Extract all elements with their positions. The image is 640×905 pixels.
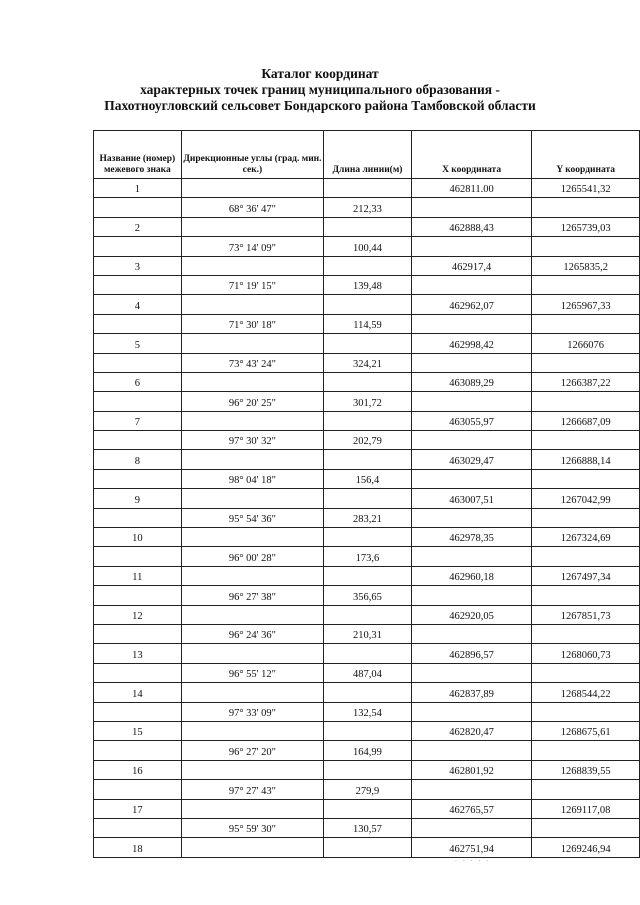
line-length-cell: 279,9 [324,780,412,799]
point-row [94,838,640,857]
title-line-3: Пахотноугловский сельсовет Бондарского района Тамбовской области [104,98,536,113]
empty-cell [532,275,640,294]
segment-row [94,314,640,333]
direction-angle-cell: 96° 20' 25" [181,392,323,411]
empty-cell [181,566,323,585]
point-name-cell: 3 [94,256,182,275]
empty-cell [532,314,640,333]
empty-cell [324,605,412,624]
point-name-cell: 13 [94,644,182,663]
empty-cell [324,760,412,779]
y-coordinate-cell: 1266888,14 [532,450,640,469]
y-coordinate-cell: 1267324,69 [532,528,640,547]
point-name-cell: 11 [94,566,182,585]
empty-cell [94,431,182,450]
x-coordinate-cell: 462888,43 [411,217,532,236]
direction-angle-cell: 71° 30' 18" [181,314,323,333]
point-row [94,256,640,275]
empty-cell [94,508,182,527]
point-row [94,179,640,198]
point-row [94,721,640,740]
scan-artifact: · · · · · [455,858,491,865]
header-x-coordinate: X координата [411,131,532,179]
x-coordinate-cell: 463029,47 [411,450,532,469]
segment-row [94,275,640,294]
table-header-row [94,131,640,179]
empty-cell [532,392,640,411]
empty-cell [94,198,182,217]
empty-cell [532,818,640,837]
empty-cell [411,392,532,411]
y-coordinate-cell: 1268060,73 [532,644,640,663]
point-name-cell: 17 [94,799,182,818]
header-line-length: Длина линии(м) [324,131,412,179]
y-coordinate-cell: 1265835,2 [532,256,640,275]
point-row [94,799,640,818]
empty-cell [411,431,532,450]
y-coordinate-cell: 1268675,61 [532,721,640,740]
line-length-cell: 156,4 [324,469,412,488]
empty-cell [324,179,412,198]
point-name-cell: 18 [94,838,182,857]
empty-cell [94,780,182,799]
empty-cell [324,256,412,275]
empty-cell [181,217,323,236]
point-row [94,334,640,353]
line-length-cell: 100,44 [324,237,412,256]
empty-cell [324,721,412,740]
table-body [94,179,640,858]
x-coordinate-cell: 462920,05 [411,605,532,624]
segment-row [94,586,640,605]
direction-angle-cell: 68° 36' 47" [181,198,323,217]
empty-cell [181,644,323,663]
direction-angle-cell: 96° 27' 20" [181,741,323,760]
y-coordinate-cell: 1265739,03 [532,217,640,236]
line-length-cell: 139,48 [324,275,412,294]
empty-cell [94,818,182,837]
point-name-cell: 2 [94,217,182,236]
empty-cell [411,353,532,372]
y-coordinate-cell: 1267497,34 [532,566,640,585]
direction-angle-cell: 96° 24' 36" [181,624,323,643]
segment-row [94,353,640,372]
empty-cell [411,198,532,217]
point-row [94,489,640,508]
empty-cell [324,295,412,314]
point-name-cell: 7 [94,411,182,430]
empty-cell [181,528,323,547]
empty-cell [94,314,182,333]
empty-cell [324,217,412,236]
empty-cell [181,411,323,430]
point-name-cell: 12 [94,605,182,624]
y-coordinate-cell: 1265967,33 [532,295,640,314]
empty-cell [94,237,182,256]
empty-cell [94,663,182,682]
line-length-cell: 283,21 [324,508,412,527]
x-coordinate-cell: 462751,94 [411,838,532,857]
empty-cell [324,838,412,857]
empty-cell [411,702,532,721]
empty-cell [181,334,323,353]
empty-cell [532,741,640,760]
x-coordinate-cell: 462917,4 [411,256,532,275]
x-coordinate-cell: 463055,97 [411,411,532,430]
direction-angle-cell: 97° 33' 09" [181,702,323,721]
direction-angle-cell: 95° 59' 30" [181,818,323,837]
direction-angle-cell: 97° 27' 43" [181,780,323,799]
x-coordinate-cell: 462960,18 [411,566,532,585]
line-length-cell: 212,33 [324,198,412,217]
y-coordinate-cell: 1265541,32 [532,179,640,198]
empty-cell [324,450,412,469]
empty-cell [532,353,640,372]
point-row [94,411,640,430]
segment-row [94,780,640,799]
empty-cell [411,237,532,256]
empty-cell [324,372,412,391]
empty-cell [532,431,640,450]
empty-cell [532,663,640,682]
empty-cell [411,586,532,605]
x-coordinate-cell: 462765,57 [411,799,532,818]
line-length-cell: 324,21 [324,353,412,372]
x-coordinate-cell: 462837,89 [411,683,532,702]
empty-cell [532,198,640,217]
empty-cell [532,624,640,643]
line-length-cell: 210,31 [324,624,412,643]
empty-cell [181,256,323,275]
header-point-name: Название (номер) межевого знака [94,131,182,179]
y-coordinate-cell: 1266687,09 [532,411,640,430]
empty-cell [324,566,412,585]
empty-cell [181,295,323,314]
empty-cell [181,683,323,702]
empty-cell [324,528,412,547]
empty-cell [532,586,640,605]
line-length-cell: 132,54 [324,702,412,721]
segment-row [94,702,640,721]
segment-row [94,741,640,760]
direction-angle-cell: 73° 14' 09" [181,237,323,256]
y-coordinate-cell: 1267851,73 [532,605,640,624]
empty-cell [94,353,182,372]
line-length-cell: 173,6 [324,547,412,566]
direction-angle-cell: 73° 43' 24" [181,353,323,372]
empty-cell [94,586,182,605]
y-coordinate-cell: 1269117,08 [532,799,640,818]
line-length-cell: 301,72 [324,392,412,411]
y-coordinate-cell: 1266387,22 [532,372,640,391]
line-length-cell: 356,65 [324,586,412,605]
empty-cell [181,605,323,624]
segment-row [94,624,640,643]
title-line-1: Каталог координат [261,66,379,81]
line-length-cell: 114,59 [324,314,412,333]
point-name-cell: 1 [94,179,182,198]
x-coordinate-cell: 462978,35 [411,528,532,547]
empty-cell [181,179,323,198]
empty-cell [181,799,323,818]
segment-row [94,198,640,217]
empty-cell [411,508,532,527]
line-length-cell: 164,99 [324,741,412,760]
direction-angle-cell: 98° 04' 18" [181,469,323,488]
x-coordinate-cell: 463089,29 [411,372,532,391]
empty-cell [532,237,640,256]
empty-cell [411,469,532,488]
empty-cell [94,741,182,760]
empty-cell [181,372,323,391]
line-length-cell: 487,04 [324,663,412,682]
empty-cell [181,760,323,779]
segment-row [94,547,640,566]
empty-cell [94,624,182,643]
empty-cell [181,450,323,469]
empty-cell [411,275,532,294]
y-coordinate-cell: 1268839,55 [532,760,640,779]
empty-cell [532,702,640,721]
empty-cell [532,547,640,566]
point-row [94,644,640,663]
point-name-cell: 8 [94,450,182,469]
header-direction-angle: Дирекционные углы (град. мин. сек.) [181,131,323,179]
x-coordinate-cell: 462896,57 [411,644,532,663]
segment-row [94,392,640,411]
empty-cell [324,799,412,818]
point-row [94,295,640,314]
segment-row [94,237,640,256]
y-coordinate-cell: 1269246,94 [532,838,640,857]
segment-row [94,431,640,450]
empty-cell [324,411,412,430]
document-title [0,66,640,114]
empty-cell [411,741,532,760]
direction-angle-cell: 95° 54' 36" [181,508,323,527]
line-length-cell: 130,57 [324,818,412,837]
empty-cell [324,489,412,508]
direction-angle-cell: 97° 30' 32" [181,431,323,450]
header-y-coordinate: Y координата [532,131,640,179]
segment-row [94,469,640,488]
direction-angle-cell: 71° 19' 15" [181,275,323,294]
segment-row [94,818,640,837]
point-name-cell: 10 [94,528,182,547]
point-name-cell: 9 [94,489,182,508]
point-row [94,683,640,702]
y-coordinate-cell: 1267042,99 [532,489,640,508]
segment-row [94,663,640,682]
empty-cell [324,334,412,353]
y-coordinate-cell: 1266076 [532,334,640,353]
empty-cell [94,469,182,488]
point-name-cell: 15 [94,721,182,740]
empty-cell [532,780,640,799]
empty-cell [411,547,532,566]
empty-cell [411,314,532,333]
segment-row [94,508,640,527]
empty-cell [94,392,182,411]
empty-cell [181,721,323,740]
point-row [94,760,640,779]
x-coordinate-cell: 462998,42 [411,334,532,353]
empty-cell [411,780,532,799]
x-coordinate-cell: 462801,92 [411,760,532,779]
empty-cell [411,624,532,643]
x-coordinate-cell: 462811.00 [411,179,532,198]
point-name-cell: 16 [94,760,182,779]
line-length-cell: 202,79 [324,431,412,450]
empty-cell [532,469,640,488]
point-row [94,528,640,547]
x-coordinate-cell: 462962,07 [411,295,532,314]
direction-angle-cell: 96° 55' 12" [181,663,323,682]
direction-angle-cell: 96° 27' 38" [181,586,323,605]
point-name-cell: 6 [94,372,182,391]
point-name-cell: 4 [94,295,182,314]
point-row [94,217,640,236]
point-row [94,450,640,469]
title-line-2: характерных точек границ муниципального образования - [140,82,500,97]
empty-cell [181,489,323,508]
point-row [94,605,640,624]
empty-cell [324,644,412,663]
coordinates-table [93,130,640,858]
empty-cell [411,818,532,837]
y-coordinate-cell: 1268544,22 [532,683,640,702]
empty-cell [181,838,323,857]
x-coordinate-cell: 463007,51 [411,489,532,508]
point-name-cell: 5 [94,334,182,353]
empty-cell [94,702,182,721]
empty-cell [532,508,640,527]
point-row [94,566,640,585]
empty-cell [324,683,412,702]
empty-cell [94,275,182,294]
point-name-cell: 14 [94,683,182,702]
empty-cell [94,547,182,566]
direction-angle-cell: 96° 00' 28" [181,547,323,566]
empty-cell [411,663,532,682]
point-row [94,372,640,391]
x-coordinate-cell: 462820,47 [411,721,532,740]
